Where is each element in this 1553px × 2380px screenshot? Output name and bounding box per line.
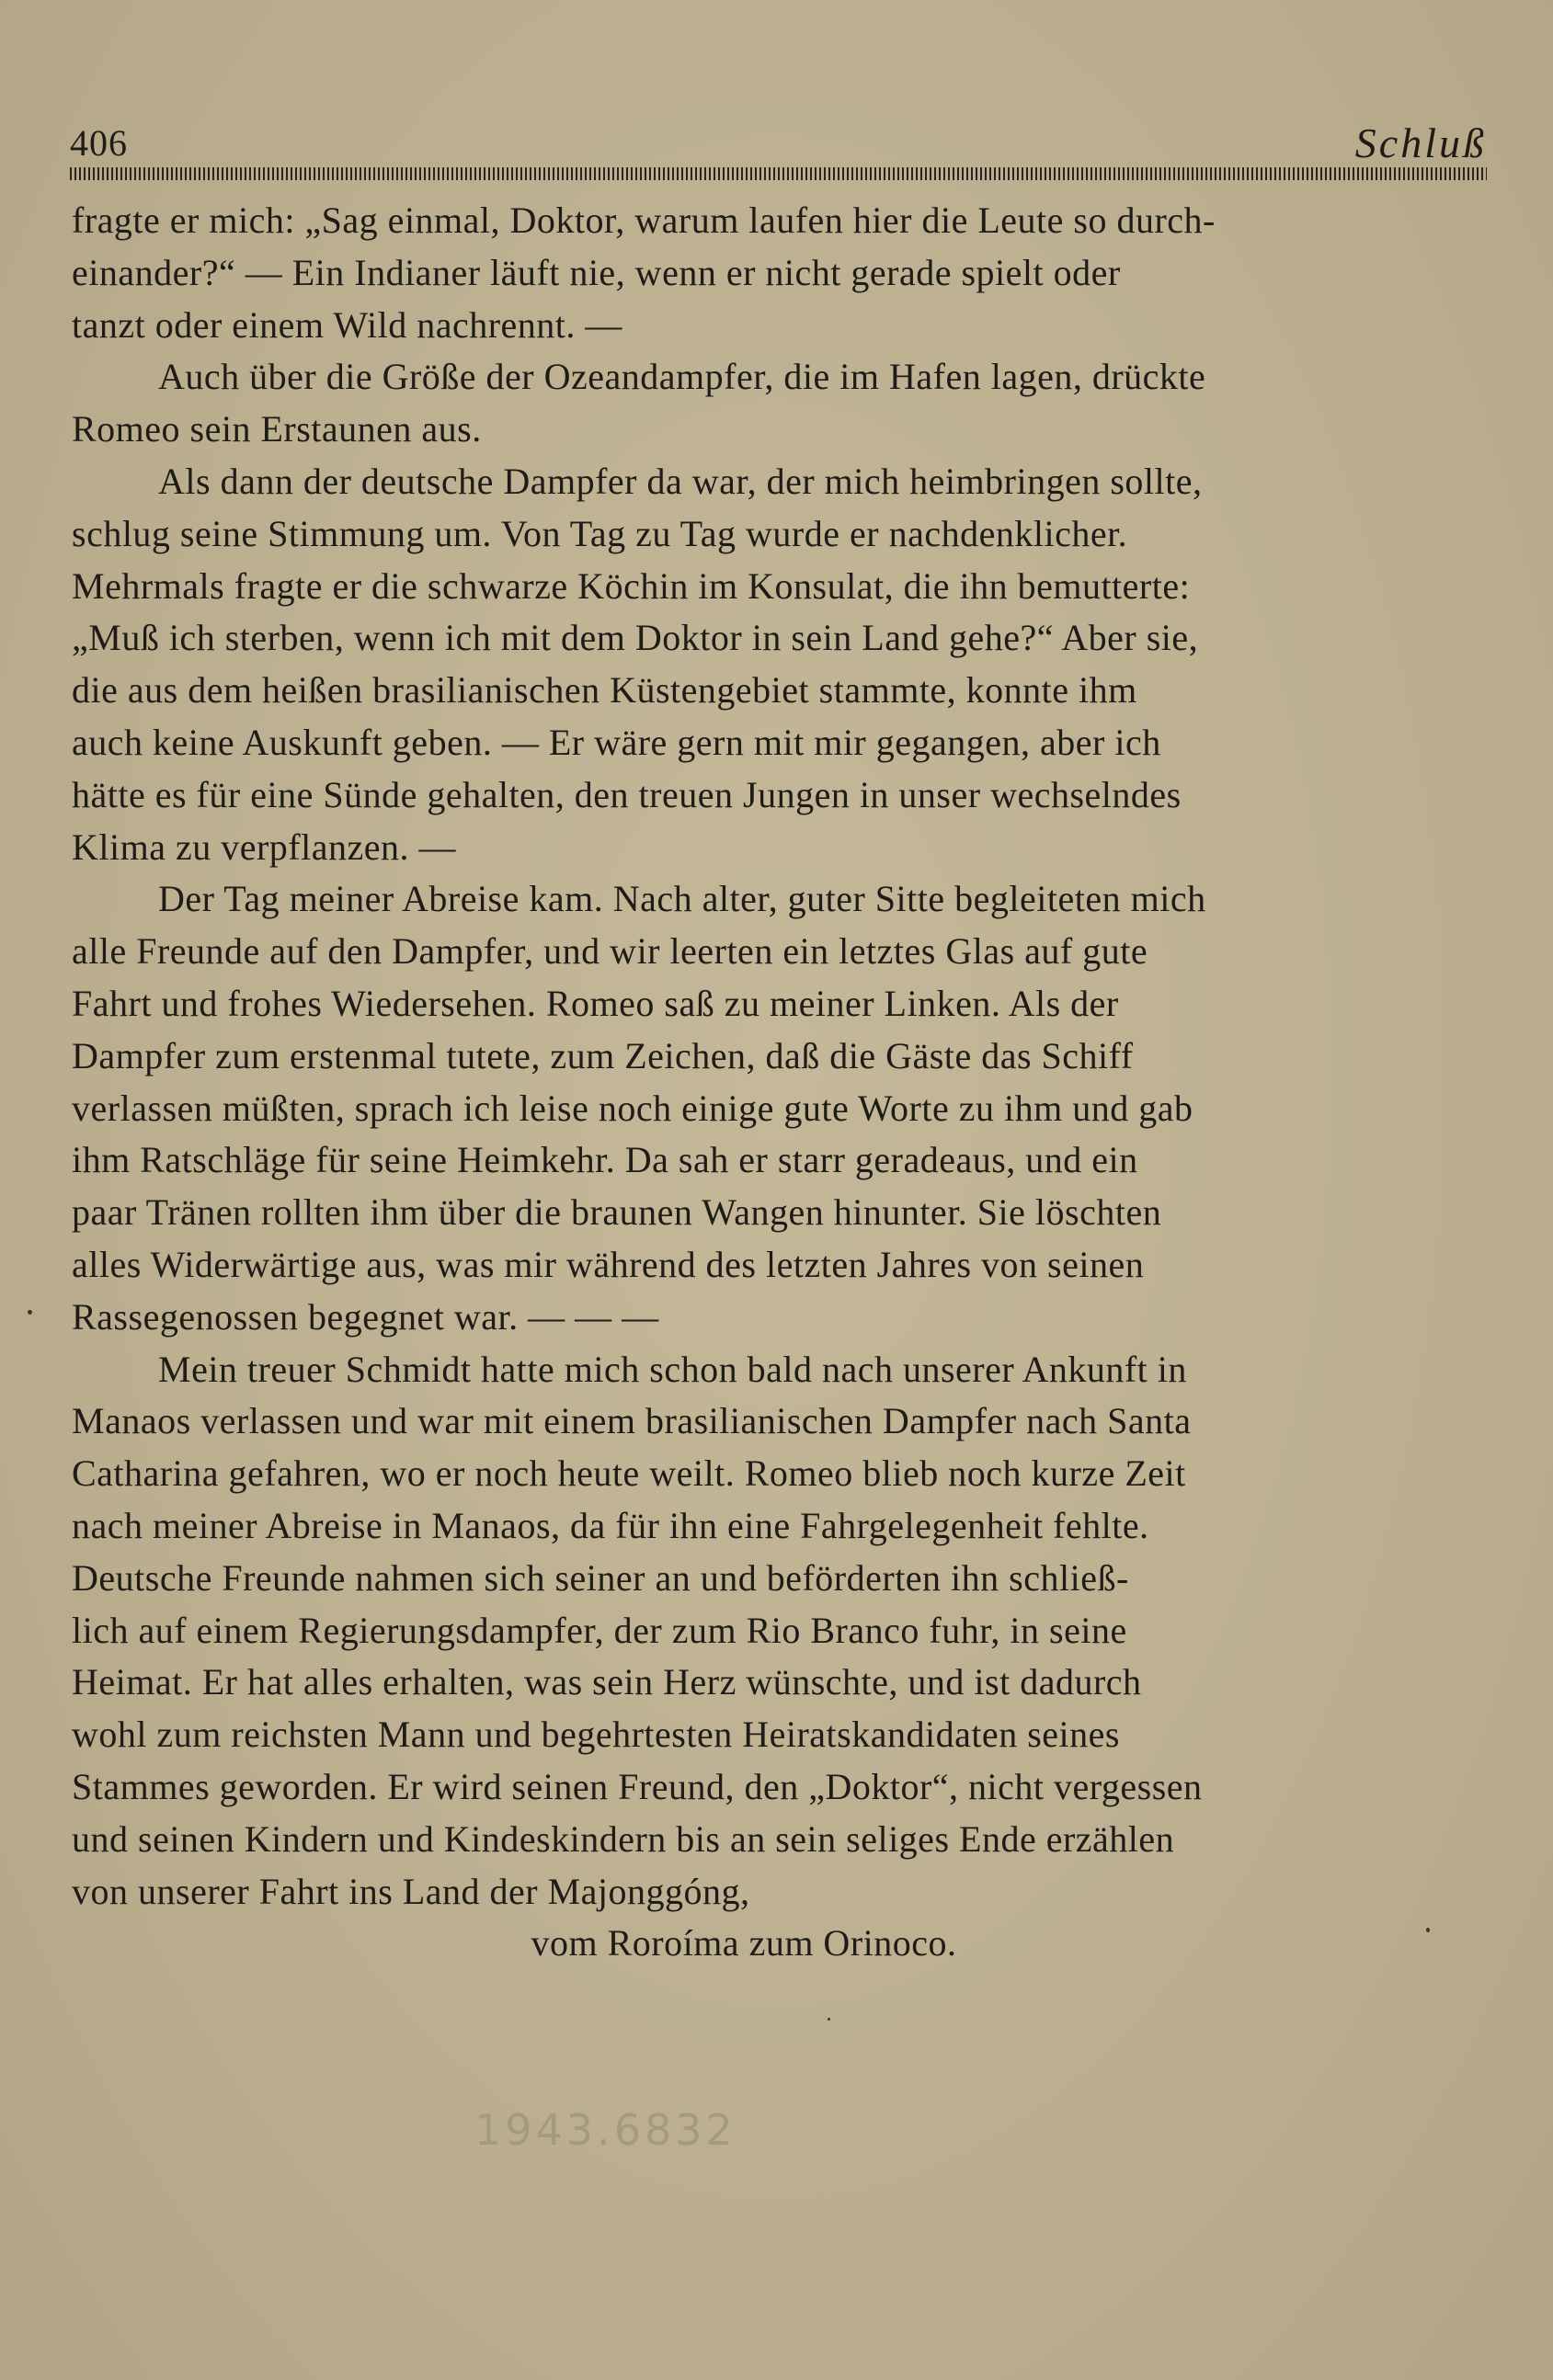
accession-number-stamp: 1943.6832 [474, 2105, 737, 2155]
paragraph: Als dann der deutsche Dampfer da war, der mich heimbringen sollte, schlug seine Stimmung um. Von Tag zu Tag wurde er nachdenklicher. Mehrmals fragte er die schwarze Köchin im Konsulat, die ihn bemutterte: „Muß ich sterben, wenn ich mit dem Doktor in sein Land gehe?“ Aber sie, die aus dem heißen brasilianischen Küstengebiet stammte, konnte ihm auch keine Auskunft geben. — Er wäre gern mit mir gegangen, aber ich hätte es für eine Sünde gehalten, den treuen Jungen in unser wechselndes Klima zu verpflanzen. — [72, 460, 1203, 868]
paper-speck [28, 1310, 32, 1315]
paper-speck [1426, 1928, 1430, 1932]
paragraph: Auch über die Größe der Ozeandampfer, die im Hafen lagen, drückte Romeo sein Erstaunen aus. [72, 356, 1206, 450]
page-header [70, 118, 1487, 169]
running-head: Schluß [1354, 120, 1487, 166]
body-text [72, 195, 1480, 1970]
header-rule [70, 167, 1487, 180]
paper-speck [828, 2018, 830, 2021]
page-number: 406 [70, 122, 128, 164]
paragraph: Der Tag meiner Abreise kam. Nach alter, guter Sitte begleiteten mich alle Freunde auf den Dampfer, und wir leerten ein letztes Glas auf gute Fahrt und frohes Wiedersehen. Romeo saß zu meiner Linken. Als der Dampfer zum erstenmal tutete, zum Zeichen, daß die Gäste das Schiff verlassen müßten, sprach ich leise noch einige gute Worte zu ihm und gab ihm Ratschläge für seine Heimkehr. Da sah er starr geradeaus, und ein paar Tränen rollten ihm über die braunen Wangen hinunter. Sie löschten alles Widerwärtige aus, was mir während des letzten Jahres von seinen Rassegenossen begegnet war. — — — [72, 878, 1206, 1338]
closing-line: vom Roroíma zum Orinoco. [531, 1922, 957, 1964]
paragraph: Mein treuer Schmidt hatte mich schon bald nach unserer Ankunft in Manaos verlassen und war mit einem brasilianischen Dampfer nach Santa Catharina gefahren, wo er noch heute weilt. Romeo blieb noch kurze Zeit nach meiner Abreise in Manaos, da für ihn eine Fahrgelegenheit fehlte. Deutsche Freunde nahmen sich seiner an und beförderten ihn schließ- lich auf einem Regierungsdampfer, der zum Rio Branco fuhr, in seine Heimat. Er hat alles erhalten, was sein Herz wünschte, und ist dadurch wohl zum reichsten Mann und begehrtesten Heiratskandidaten seines Stammes geworden. Er wird seinen Freund, den „Doktor“, nicht vergessen und seinen Kindern und Kindeskindern bis an sein seliges Ende erzählen von unserer Fahrt ins Land der Majonggóng, [72, 1348, 1203, 1912]
paragraph-continued: fragte er mich: „Sag einmal, Doktor, warum laufen hier die Leute so durch- einander?“ — Ein Indianer läuft nie, wenn er nicht gerade spielt oder tanzt oder einem Wild nachrennt. — [72, 199, 1216, 346]
